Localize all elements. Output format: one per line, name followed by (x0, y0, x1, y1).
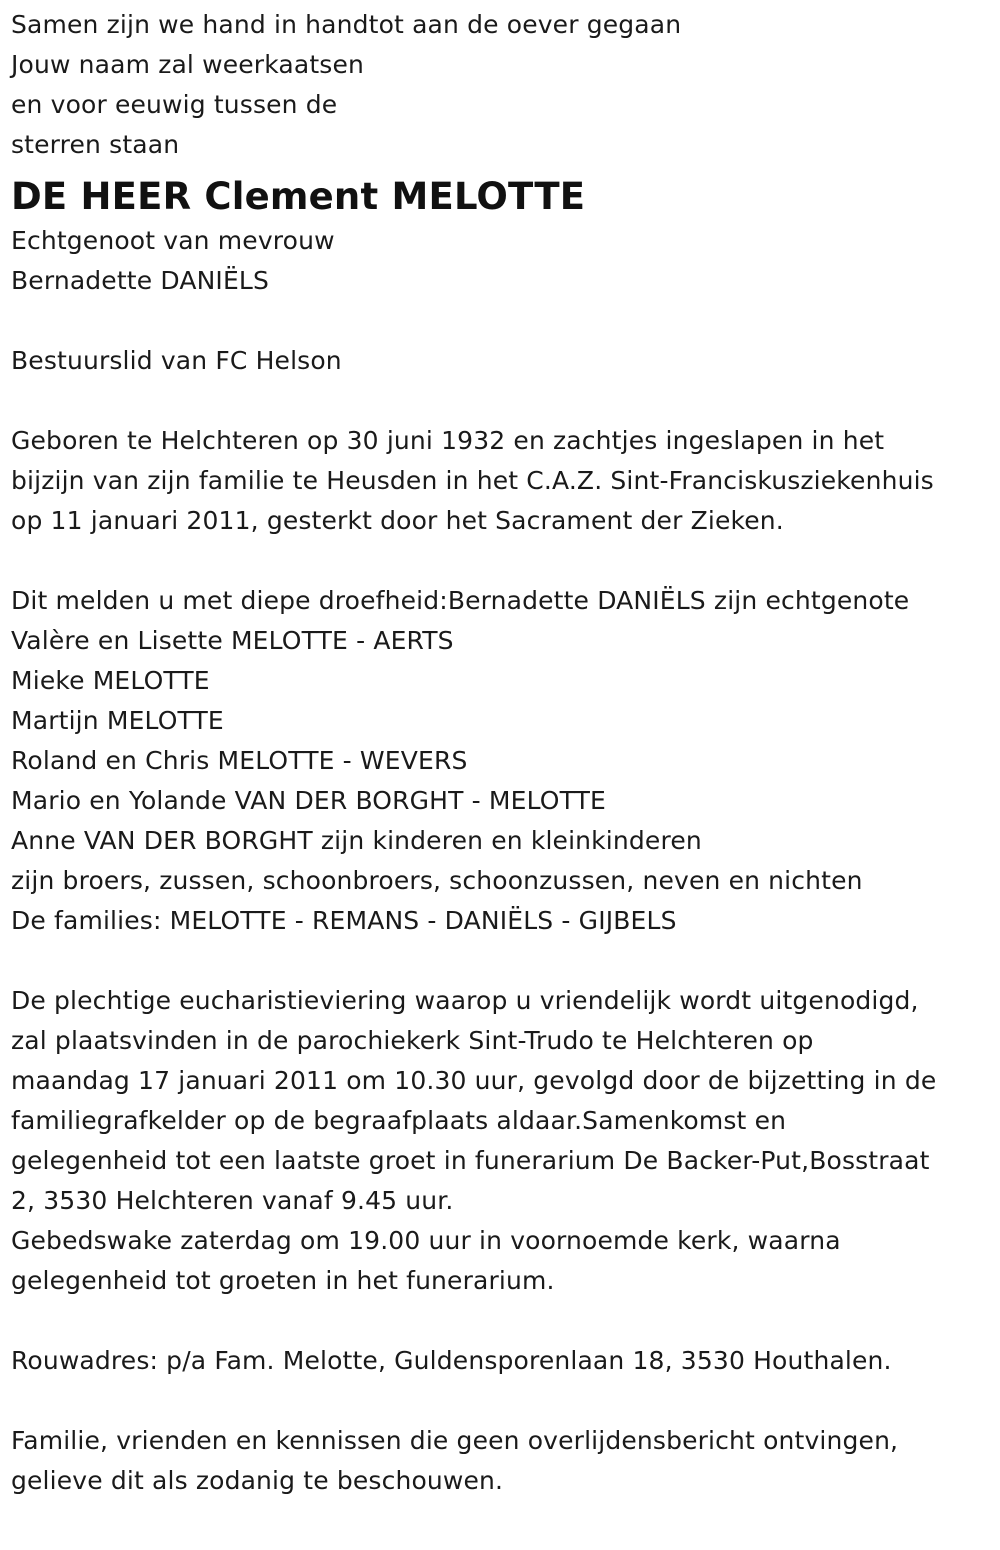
family-line: Mieke MELOTTE (11, 666, 210, 695)
spouse-block (11, 221, 996, 301)
birth-line: op 11 januari 2011, gesterkt door het Sacrament der Zieken. (11, 506, 784, 535)
closing-block (11, 1421, 996, 1501)
family-line: Dit melden u met diepe droefheid:Bernadette DANIËLS zijn echtgenote (11, 586, 910, 615)
poem-line: en voor eeuwig tussen de (11, 90, 338, 119)
birth-line: Geboren te Helchteren op 30 juni 1932 en zachtjes ingeslapen in het (11, 426, 885, 455)
ceremony-line: maandag 17 januari 2011 om 10.30 uur, gevolgd door de bijzetting in de (11, 1066, 937, 1095)
role-line: Bestuurslid van FC Helson (11, 346, 342, 375)
ceremony-block (11, 981, 996, 1301)
birth-line: bijzijn van zijn familie te Heusden in het C.A.Z. Sint-Franciskusziekenhuis (11, 466, 934, 495)
closing-line: gelieve dit als zodanig te beschouwen. (11, 1466, 504, 1495)
mourning-address: Rouwadres: p/a Fam. Melotte, Guldensporenlaan 18, 3530 Houthalen. (11, 1346, 892, 1375)
family-line: Valère en Lisette MELOTTE - AERTS (11, 626, 454, 655)
obituary-document (11, 5, 996, 1501)
spouse-line: Echtgenoot van mevrouw (11, 226, 335, 255)
spouse-line: Bernadette DANIËLS (11, 266, 269, 295)
ceremony-line: gelegenheid tot groeten in het funerarium. (11, 1266, 555, 1295)
family-block (11, 581, 996, 941)
poem-line: Samen zijn we hand in handtot aan de oever gegaan (11, 10, 682, 39)
deceased-name-title: DE HEER Clement MELOTTE (11, 175, 586, 218)
birth-block (11, 421, 996, 541)
family-line: Anne VAN DER BORGHT zijn kinderen en kleinkinderen (11, 826, 702, 855)
spacer (11, 541, 996, 581)
ceremony-line: gelegenheid tot een laatste groet in funerarium De Backer-Put,Bosstraat (11, 1146, 930, 1175)
ceremony-line: familiegrafkelder op de begraafplaats aldaar.Samenkomst en (11, 1106, 787, 1135)
family-line: zijn broers, zussen, schoonbroers, schoonzussen, neven en nichten (11, 866, 863, 895)
poem-line: sterren staan (11, 130, 180, 159)
ceremony-line: Gebedswake zaterdag om 19.00 uur in voornoemde kerk, waarna (11, 1226, 841, 1255)
spacer (11, 941, 996, 981)
spacer (11, 381, 996, 421)
spacer (11, 1301, 996, 1341)
spacer (11, 1381, 996, 1421)
poem-line: Jouw naam zal weerkaatsen (11, 50, 364, 79)
family-line: Roland en Chris MELOTTE - WEVERS (11, 746, 468, 775)
closing-line: Familie, vrienden en kennissen die geen overlijdensbericht ontvingen, (11, 1426, 899, 1455)
family-line: De families: MELOTTE - REMANS - DANIËLS - GIJBELS (11, 906, 677, 935)
ceremony-line: De plechtige eucharistieviering waarop u vriendelijk wordt uitgenodigd, (11, 986, 919, 1015)
family-line: Martijn MELOTTE (11, 706, 224, 735)
ceremony-line: 2, 3530 Helchteren vanaf 9.45 uur. (11, 1186, 454, 1215)
ceremony-line: zal plaatsvinden in de parochiekerk Sint-Trudo te Helchteren op (11, 1026, 814, 1055)
poem-block (11, 5, 996, 165)
family-line: Mario en Yolande VAN DER BORGHT - MELOTTE (11, 786, 606, 815)
spacer (11, 301, 996, 341)
